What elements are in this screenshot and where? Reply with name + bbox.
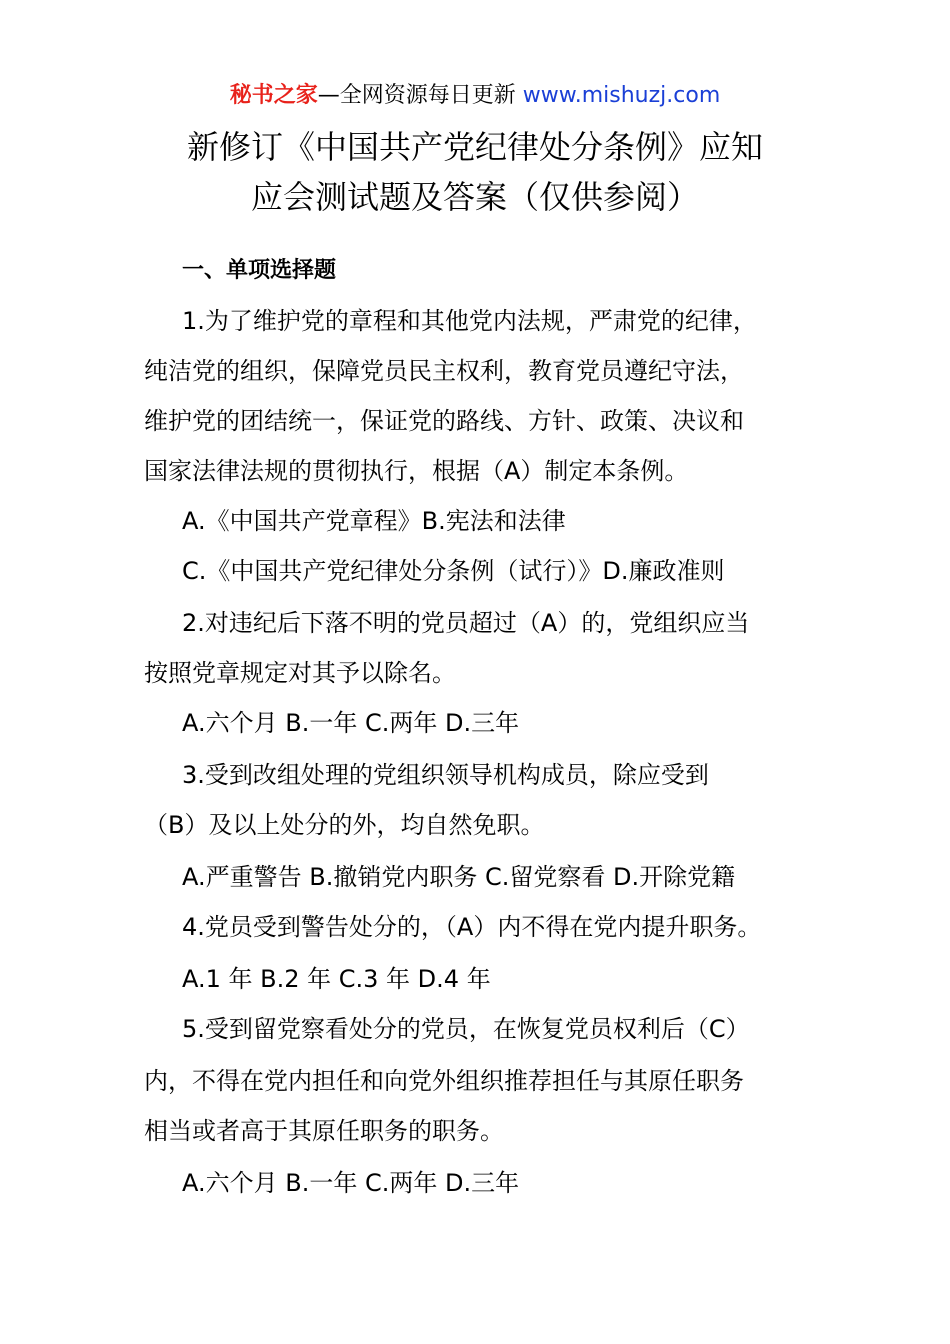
document-title-line-2: 应会测试题及答案（仅供参阅） (250, 178, 699, 216)
question-4-options: A.1 年 B.2 年 C.3 年 D.4 年 (182, 965, 491, 993)
question-3-line-2: （B）及以上处分的外，均自然免职。 (144, 811, 545, 839)
question-2-options: A.六个月 B.一年 C.两年 D.三年 (182, 709, 520, 737)
question-5-line-2: 内，不得在党内担任和向党外组织推荐担任与其原任职务 (144, 1067, 744, 1095)
section-heading: 一、单项选择题 (182, 258, 337, 283)
document-title-line-1: 新修订《中国共产党纪律处分条例》应知 (186, 128, 763, 166)
question-1-line-3: 维护党的团结统一，保证党的路线、方针、政策、决议和 (144, 407, 744, 435)
question-4-line-1: 4.党员受到警告处分的，（A）内不得在党内提升职务。 (182, 913, 762, 941)
site-tagline: —全网资源每日更新 (317, 83, 523, 108)
site-header (0, 80, 950, 112)
question-1-line-4: 国家法律法规的贯彻执行，根据（A）制定本条例。 (144, 457, 689, 485)
document-title (0, 122, 950, 222)
question-1-options-1: A.《中国共产党章程》B.宪法和法律 (182, 507, 566, 535)
question-1-line-2: 纯洁党的组织，保障党员民主权利，教育党员遵纪守法， (144, 357, 744, 385)
site-url[interactable]: www.mishuzj.com (522, 83, 721, 108)
question-5-options: A.六个月 B.一年 C.两年 D.三年 (182, 1169, 520, 1197)
site-brand: 秘书之家 (229, 83, 318, 108)
question-2-line-1: 2.对违纪后下落不明的党员超过（A）的，党组织应当 (182, 609, 750, 637)
question-5-line-1: 5.受到留党察看处分的党员，在恢复党员权利后（C） (182, 1015, 750, 1043)
question-5-line-3: 相当或者高于其原任职务的职务。 (144, 1117, 504, 1145)
question-3-options: A.严重警告 B.撤销党内职务 C.留党察看 D.开除党籍 (182, 863, 736, 891)
question-1-options-2: C.《中国共产党纪律处分条例（试行）》D.廉政准则 (182, 557, 725, 585)
question-1-line-1: 1.为了维护党的章程和其他党内法规，严肃党的纪律， (182, 307, 757, 335)
question-2-line-2: 按照党章规定对其予以除名。 (144, 659, 456, 687)
question-3-line-1: 3.受到改组处理的党组织领导机构成员，除应受到 (182, 761, 709, 789)
